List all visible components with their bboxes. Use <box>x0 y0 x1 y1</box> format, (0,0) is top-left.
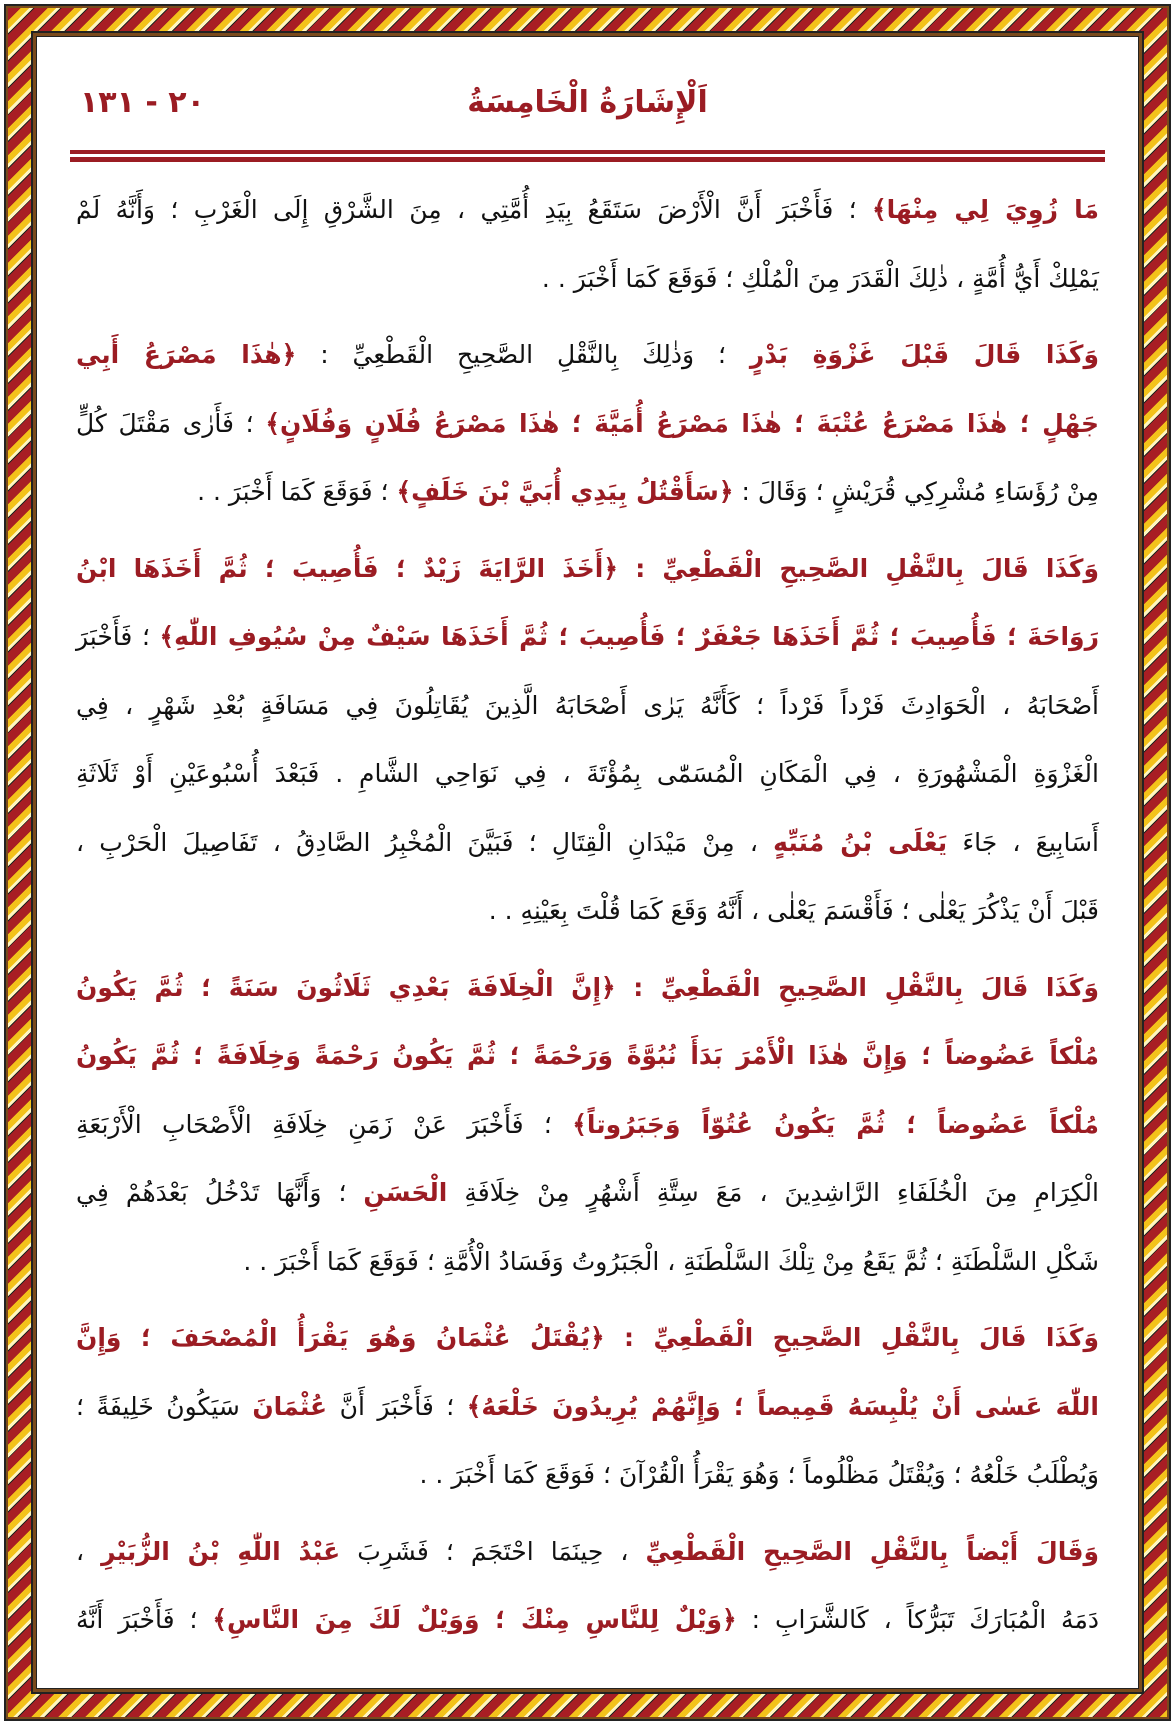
page-title: اَلْإِشَارَةُ الْخَامِسَةُ <box>467 85 708 120</box>
text-line <box>76 886 1099 955</box>
body-text: ؛ فَأَخْبَرَ أَنَّ <box>327 1391 467 1421</box>
body-text: سَيَكُونُ خَلِيفَةً ؛ <box>76 1391 253 1421</box>
highlighted-text: وَكَذَا قَالَ قَبْلَ غَزْوَةِ بَدْرٍ <box>749 340 1099 369</box>
body-text: قَبْلَ أَنْ يَذْكُرَ يَعْلٰى ؛ فَأَقْسَمَ يَعْلٰى ، أَنَّهُ وَقَعَ كَمَا قُلْتَ بِعَيْنِهِ . . <box>488 896 1099 925</box>
highlighted-text: وَكَذَا قَالَ بِالنَّقْلِ الصَّحِيحِ الْقَطْعِيِّ : ﴿يُقْتَلُ عُثْمَانُ وَهُوَ يَقْرَأُ الْمُصْحَفَ ؛ وَإِنَّ <box>76 1323 1099 1352</box>
body-text: ، مِنْ مَيْدَانِ الْقِتَالِ ؛ فَبَيَّنَ الْمُخْبِرُ الصَّادِقُ ، تَفَاصِيلَ الْحَرْبِ ، <box>76 827 774 857</box>
page-body-text <box>76 185 1099 1664</box>
body-text: وَيُطْلَبُ خَلْعُهُ ؛ وَيُقْتَلُ مَظْلُوماً ؛ وَهُوَ يَقْرَأُ الْقُرْآنَ ؛ فَوَقَعَ كَمَا أَخْبَرَ . . <box>419 1460 1099 1489</box>
body-text: ؛ فَأَخْبَرَ أَنَّهُ <box>76 1605 213 1634</box>
page-header <box>70 85 1105 145</box>
body-text: أَصْحَابَهُ ، الْحَوَادِثَ فَرْداً فَرْداً ؛ كَأَنَّهُ يَرٰى أَصْحَابَهُ الَّذِينَ يُقَاتِلُونَ فِي مَسَافَةٍ بُعْدِ شَهْرٍ ، فِي <box>76 690 1099 720</box>
text-line <box>76 1382 1099 1451</box>
text-line <box>76 818 1099 887</box>
body-text: مِنْ رُؤَسَاءِ مُشْرِكِي قُرَيْشٍ ؛ وَقَالَ : <box>733 477 1099 506</box>
body-text: ؛ فَأَرٰى مَقْتَلَ كُلٍّ <box>76 408 266 438</box>
highlighted-text: مُلْكاً عَضُوضاً ؛ ثُمَّ يَكُونُ عُتُوّاً وَجَبَرُوتاً﴾ <box>572 1109 1099 1139</box>
body-text: الْغَزْوَةِ الْمَشْهُورَةِ ، فِي الْمَكَانِ الْمُسَمّٰى بِمُؤْتَةَ ، فِي نَوَاحِي الشَّامِ . فَبَعْدَ أُسْبُوعَيْنِ أَوْ ثَلَاثَةِ <box>76 759 1099 788</box>
highlighted-text: رَوَاحَةَ ؛ فَأُصِيبَ ؛ ثُمَّ أَخَذَهَا جَعْفَرٌ ؛ فَأُصِيبَ ؛ ثُمَّ أَخَذَهَا سَيْفٌ مِنْ سُيُوفِ اللّٰهِ﴾ <box>159 622 1099 651</box>
highlighted-text: ﴿هٰذَا مَصْرَعُ أَبِي <box>76 340 297 369</box>
body-text: ؛ وَذٰلِكَ بِالنَّقْلِ الصَّحِيحِ الْقَطْعِيِّ : <box>296 340 750 369</box>
highlighted-text: اللّٰهَ عَسٰى أَنْ يُلْبِسَهُ قَمِيصاً ؛ وَإِنَّهُمْ يُرِيدُونَ خَلْعَهُ﴾ <box>466 1391 1099 1421</box>
highlighted-text: ﴿وَيْلٌ لِلنَّاسِ مِنْكَ ؛ وَوَيْلٌ لَكَ مِنَ النَّاسِ﴾ <box>212 1605 737 1634</box>
body-text: ؛ فَأَخْبَرَ عَنْ زَمَنِ خِلَافَةِ الْأَصْحَابِ الْأَرْبَعَةِ <box>76 1109 573 1139</box>
text-line <box>76 1237 1099 1306</box>
body-text: ، <box>76 1536 102 1566</box>
body-text: أَسَابِيعَ ، جَاءَ <box>947 827 1100 857</box>
text-line <box>76 681 1099 750</box>
highlighted-text: وَكَذَا قَالَ بِالنَّقْلِ الصَّحِيحِ الْقَطْعِيِّ : ﴿أَخَذَ الرَّايَةَ زَيْدٌ ؛ فَأُصِيبَ ؛ ثُمَّ أَخَذَهَا ابْنُ <box>76 553 1099 583</box>
text-line <box>76 1168 1099 1237</box>
text-line <box>76 749 1099 818</box>
text-line <box>76 1527 1099 1596</box>
highlighted-text: وَكَذَا قَالَ بِالنَّقْلِ الصَّحِيحِ الْقَطْعِيِّ : ﴿إِنَّ الْخِلَافَةَ بَعْدِي ثَلَاثُونَ سَنَةً ؛ ثُمَّ يَكُونُ <box>76 972 1099 1002</box>
body-text: ؛ فَأَخْبَرَ <box>76 622 160 651</box>
text-line <box>76 1313 1099 1382</box>
highlighted-text: الْحَسَنِ <box>363 1178 448 1207</box>
highlighted-text: جَهْلٍ ؛ هٰذَا مَصْرَعُ عُتْبَةَ ؛ هٰذَا مَصْرَعُ أُمَيَّةَ ؛ هٰذَا مَصْرَعُ فُلَانٍ وَفُلَانٍ﴾ <box>265 408 1099 438</box>
highlighted-text: مُلْكاً عَضُوضاً ؛ وَإِنَّ هٰذَا الْأَمْرَ بَدَأَ نُبُوَّةً وَرَحْمَةً ؛ ثُمَّ يَكُونُ رَحْمَةً وَخِلَافَةً ؛ ثُمَّ يَكُونُ <box>76 1041 1099 1070</box>
highlighted-text: ﴿سَأَقْتُلُ بِيَدِي أُبَيَّ بْنَ خَلَفٍ﴾ <box>396 477 734 506</box>
highlighted-text: مَا زُوِيَ لِي مِنْهَا﴾ <box>871 195 1099 224</box>
text-line <box>76 1450 1099 1519</box>
page-number: ٢٠ - ١٣١ <box>80 85 205 120</box>
body-text: دَمَهُ الْمُبَارَكَ تَبَرُّكاً ، كَالشَّرَابِ : <box>736 1605 1099 1634</box>
body-text: الْكِرَامِ مِنَ الْخُلَفَاءِ الرَّاشِدِينَ ، مَعَ سِتَّةِ أَشْهُرٍ مِنْ خِلَافَةِ <box>447 1178 1099 1207</box>
highlighted-text: عُثْمَانَ <box>252 1391 328 1421</box>
highlighted-text: عَبْدُ اللّٰهِ بْنُ الزُّبَيْرِ <box>101 1536 341 1566</box>
body-text: يَمْلِكْ أَيُّ أُمَّةٍ ، ذٰلِكَ الْقَدَرَ مِنَ الْمُلْكِ ؛ فَوَقَعَ كَمَا أَخْبَرَ . . <box>541 263 1099 293</box>
body-text: ؛ فَأَخْبَرَ أَنَّ الْأَرْضَ سَتَقَعُ بِيَدِ أُمَّتِي ، مِنَ الشَّرْقِ إِلَى الْغَرْبِ ؛ وَأَنَّهُ لَمْ <box>76 195 872 224</box>
body-text: ؛ وَأَنَّهَا تَدْخُلُ بَعْدَهُمْ فِي <box>76 1178 364 1207</box>
text-line <box>76 330 1099 399</box>
text-line <box>76 1595 1099 1664</box>
text-line <box>76 612 1099 681</box>
text-line <box>76 185 1099 254</box>
body-text: شَكْلِ السَّلْطَنَةِ ؛ ثُمَّ يَقَعُ مِنْ تِلْكَ السَّلْطَنَةِ ، الْجَبَرُوتُ وَفَسَادُ الْأُمَّةِ ؛ فَوَقَعَ كَمَا أَخْبَرَ . . <box>243 1246 1099 1276</box>
text-line <box>76 963 1099 1032</box>
text-line <box>76 544 1099 613</box>
text-line <box>76 254 1099 323</box>
text-line <box>76 1100 1099 1169</box>
highlighted-text: وَقَالَ أَيْضاً بِالنَّقْلِ الصَّحِيحِ الْقَطْعِيِّ <box>645 1536 1099 1566</box>
text-line <box>76 1031 1099 1100</box>
body-text: ، حِينَمَا احْتَجَمَ ؛ فَشَرِبَ <box>340 1536 646 1566</box>
highlighted-text: يَعْلَى بْنُ مُنَبِّهٍ <box>773 827 948 857</box>
text-line <box>76 399 1099 468</box>
body-text: ؛ فَوَقَعَ كَمَا أَخْبَرَ . . <box>197 477 397 506</box>
header-divider <box>70 150 1105 162</box>
text-line <box>76 467 1099 536</box>
